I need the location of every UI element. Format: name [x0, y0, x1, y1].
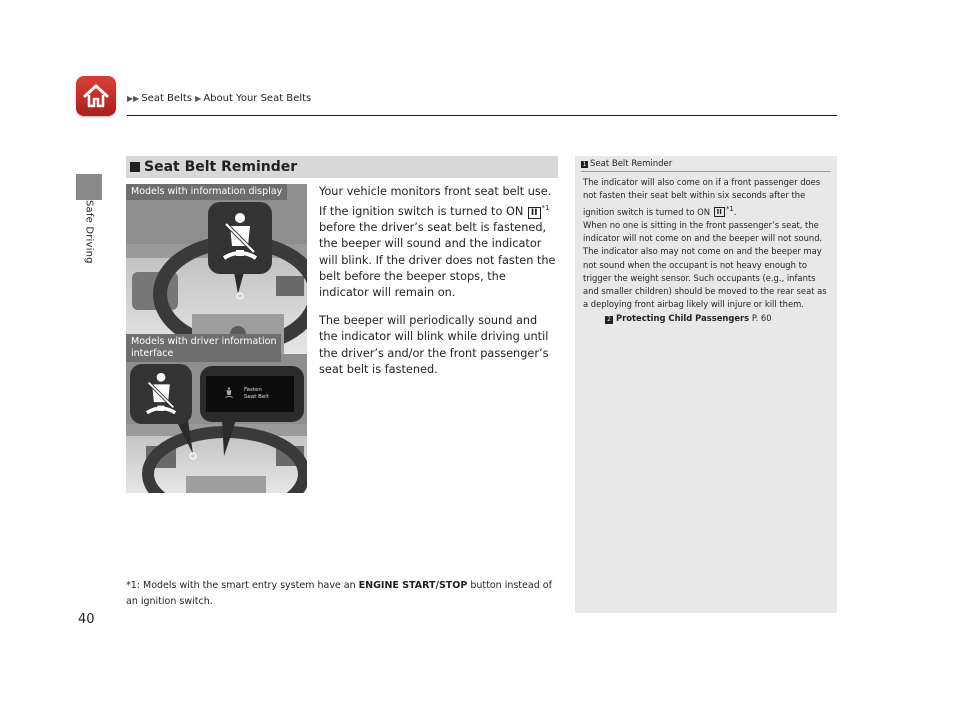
heading-square-icon — [130, 162, 140, 172]
dashboard-illustration — [126, 184, 307, 493]
note-icon: 1 — [582, 161, 587, 168]
seatbelt-display-icon — [224, 387, 234, 399]
cross-reference-link[interactable]: 2 Protecting Child Passengers P. 60 — [605, 312, 831, 325]
home-button[interactable] — [76, 76, 116, 116]
breadcrumb-arrow-icon: ▶ — [195, 94, 202, 103]
home-icon — [82, 83, 110, 109]
ignition-position-key: II — [714, 207, 725, 217]
breadcrumb-link-about-seat-belts[interactable]: About Your Seat Belts — [203, 93, 312, 104]
body-paragraph: The beeper will periodically sound and the indicator will blink while driving until the driver’s and/or the front passenger’s seat belt is fastened. — [319, 314, 549, 376]
sidebar-paragraph: When no one is sitting in the front passenger’s seat, the indicator will not come on and the beeper will not sound. The indicator also may not come on and the beeper may not sound when the occupant is not heavy enough to trigger the weight sensor. Such occupants (e.g., infants and smaller children) should be moved to the rear seat as a deploying front airbag likely will injure or kill them. — [583, 219, 827, 310]
model-tag-driver-information-interface: Models with driver information interface — [126, 334, 281, 362]
breadcrumb-arrow-icon: ▶▶ — [127, 94, 140, 103]
sidebar-title: 1 Seat Belt Reminder — [582, 159, 673, 169]
sidebar-text — [583, 176, 831, 325]
body-text — [319, 184, 559, 390]
chapter-tab — [76, 174, 102, 200]
footnote-ref: *1 — [725, 204, 734, 213]
seatbelt-indicator-icon — [218, 212, 262, 264]
page-number: 40 — [78, 612, 95, 627]
breadcrumb — [127, 93, 311, 104]
section-heading — [126, 156, 558, 178]
header-divider — [127, 115, 837, 116]
sidebar-paragraph: The indicator will also come on if a front passenger does not fasten their seat belt within six seconds after the ignition switch is turned to ON II $^{*1}$. — [583, 177, 821, 217]
sidebar-note — [575, 156, 837, 613]
ignition-position-key: II — [528, 207, 541, 219]
display-message: Fasten Seat Belt — [244, 387, 269, 400]
footnote: *1: Models with the smart entry system have an ENGINE START/STOP button instead of an ignition switch. — [126, 580, 552, 607]
cross-reference-icon: 2 — [605, 316, 613, 324]
seatbelt-indicator-icon — [139, 372, 183, 418]
model-tag-information-display: Models with information display — [126, 184, 287, 200]
body-paragraph: Your vehicle monitors front seat belt use. If the ignition switch is turned to ON II $^{*1}$ before the driver’s seat belt is fastened, the beeper will sound and the indicator will blink. If the driver does not fasten the belt before the beeper stops, the indicator will remain on. — [319, 185, 556, 299]
chapter-label: Safe Driving — [83, 200, 95, 264]
breadcrumb-link-seat-belts[interactable]: Seat Belts — [141, 93, 192, 104]
sidebar-divider — [581, 171, 831, 172]
footnote-ref: *1 — [541, 204, 550, 213]
section-title: Seat Belt Reminder — [144, 159, 298, 175]
